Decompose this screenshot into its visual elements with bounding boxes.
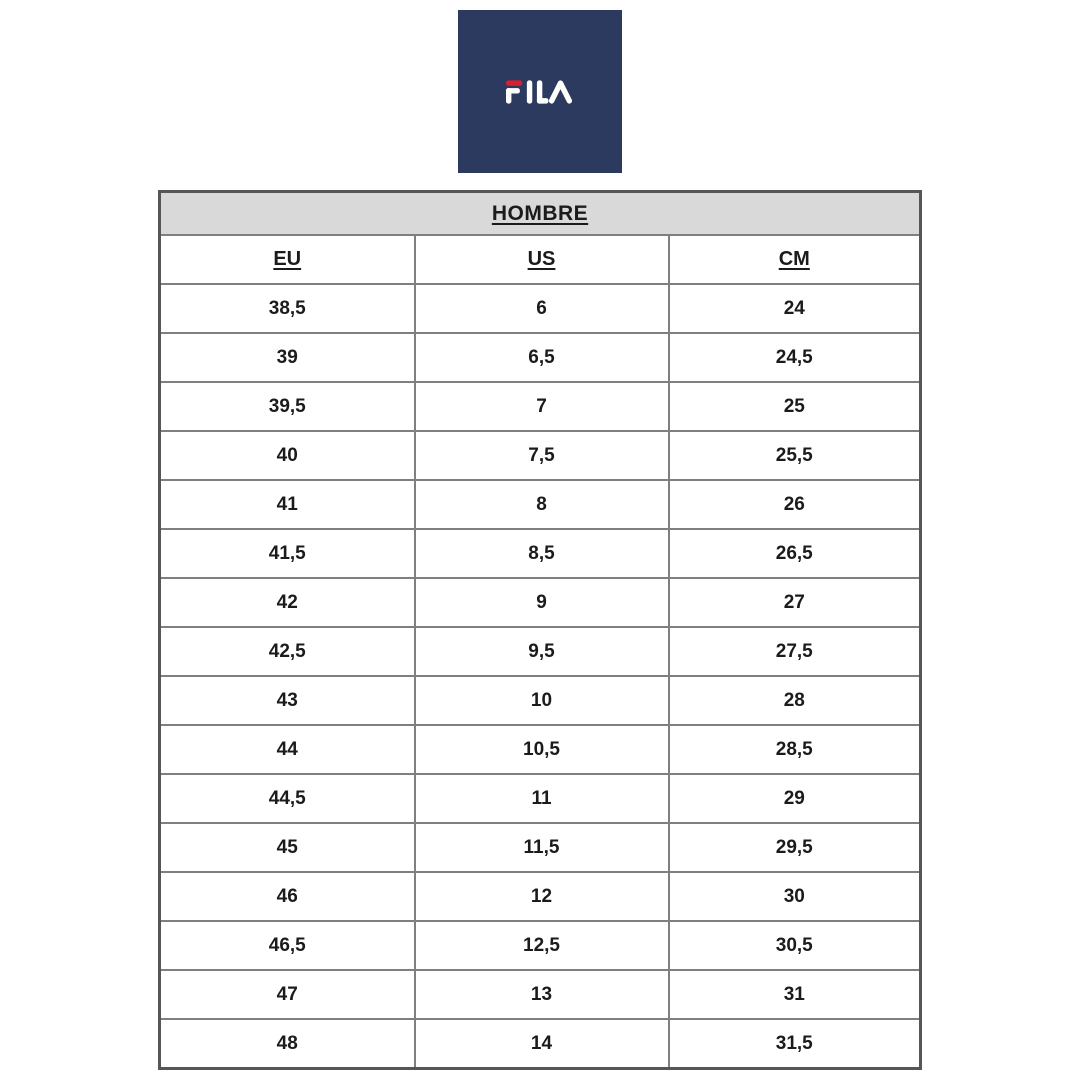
table-body: [160, 284, 921, 1069]
size-cell-us: 7: [415, 382, 669, 431]
size-cell-us: 14: [415, 1019, 669, 1069]
size-cell-cm: 26,5: [669, 529, 921, 578]
column-header-us: US: [415, 235, 669, 284]
size-cell-cm: 25,5: [669, 431, 921, 480]
size-cell-us: 13: [415, 970, 669, 1019]
size-cell-eu: 43: [160, 676, 415, 725]
size-cell-eu: 38,5: [160, 284, 415, 333]
size-cell-us: 12: [415, 872, 669, 921]
size-cell-eu: 46: [160, 872, 415, 921]
table-row: [160, 872, 921, 921]
size-cell-us: 9,5: [415, 627, 669, 676]
size-cell-eu: 41: [160, 480, 415, 529]
size-cell-eu: 46,5: [160, 921, 415, 970]
size-cell-cm: 25: [669, 382, 921, 431]
size-cell-cm: 28: [669, 676, 921, 725]
size-chart-table: [158, 190, 922, 1070]
size-cell-cm: 27,5: [669, 627, 921, 676]
column-header-cm: CM: [669, 235, 921, 284]
size-cell-cm: 26: [669, 480, 921, 529]
size-cell-us: 7,5: [415, 431, 669, 480]
size-cell-eu: 42: [160, 578, 415, 627]
size-cell-eu: 42,5: [160, 627, 415, 676]
size-cell-us: 10: [415, 676, 669, 725]
size-cell-eu: 39,5: [160, 382, 415, 431]
table-row: [160, 970, 921, 1019]
table-title-row: [160, 192, 921, 236]
size-cell-eu: 45: [160, 823, 415, 872]
table-row: [160, 676, 921, 725]
size-cell-us: 6,5: [415, 333, 669, 382]
size-cell-us: 11: [415, 774, 669, 823]
size-cell-us: 9: [415, 578, 669, 627]
size-cell-cm: 24,5: [669, 333, 921, 382]
size-cell-cm: 29: [669, 774, 921, 823]
size-cell-cm: 29,5: [669, 823, 921, 872]
table-row: [160, 333, 921, 382]
table-row: [160, 1019, 921, 1069]
table-row: [160, 627, 921, 676]
size-cell-eu: 44: [160, 725, 415, 774]
size-cell-cm: 24: [669, 284, 921, 333]
size-cell-cm: 30,5: [669, 921, 921, 970]
table-row: [160, 382, 921, 431]
size-cell-cm: 27: [669, 578, 921, 627]
table-row: [160, 774, 921, 823]
size-cell-us: 11,5: [415, 823, 669, 872]
size-cell-eu: 41,5: [160, 529, 415, 578]
size-cell-us: 8: [415, 480, 669, 529]
table-header-row: [160, 235, 921, 284]
size-cell-eu: 40: [160, 431, 415, 480]
size-cell-eu: 39: [160, 333, 415, 382]
size-cell-cm: 28,5: [669, 725, 921, 774]
size-cell-cm: 31,5: [669, 1019, 921, 1069]
size-cell-eu: 44,5: [160, 774, 415, 823]
size-cell-us: 12,5: [415, 921, 669, 970]
table-title: HOMBRE: [160, 192, 921, 236]
table-row: [160, 578, 921, 627]
table-row: [160, 284, 921, 333]
size-cell-us: 8,5: [415, 529, 669, 578]
fila-logo: [458, 10, 622, 173]
table-row: [160, 431, 921, 480]
table-row: [160, 823, 921, 872]
table-row: [160, 480, 921, 529]
table-row: [160, 921, 921, 970]
size-cell-cm: 31: [669, 970, 921, 1019]
size-cell-cm: 30: [669, 872, 921, 921]
fila-wordmark-icon: [506, 80, 574, 104]
size-cell-us: 10,5: [415, 725, 669, 774]
table-row: [160, 529, 921, 578]
column-header-eu: EU: [160, 235, 415, 284]
size-cell-eu: 48: [160, 1019, 415, 1069]
size-cell-eu: 47: [160, 970, 415, 1019]
table-row: [160, 725, 921, 774]
size-cell-us: 6: [415, 284, 669, 333]
